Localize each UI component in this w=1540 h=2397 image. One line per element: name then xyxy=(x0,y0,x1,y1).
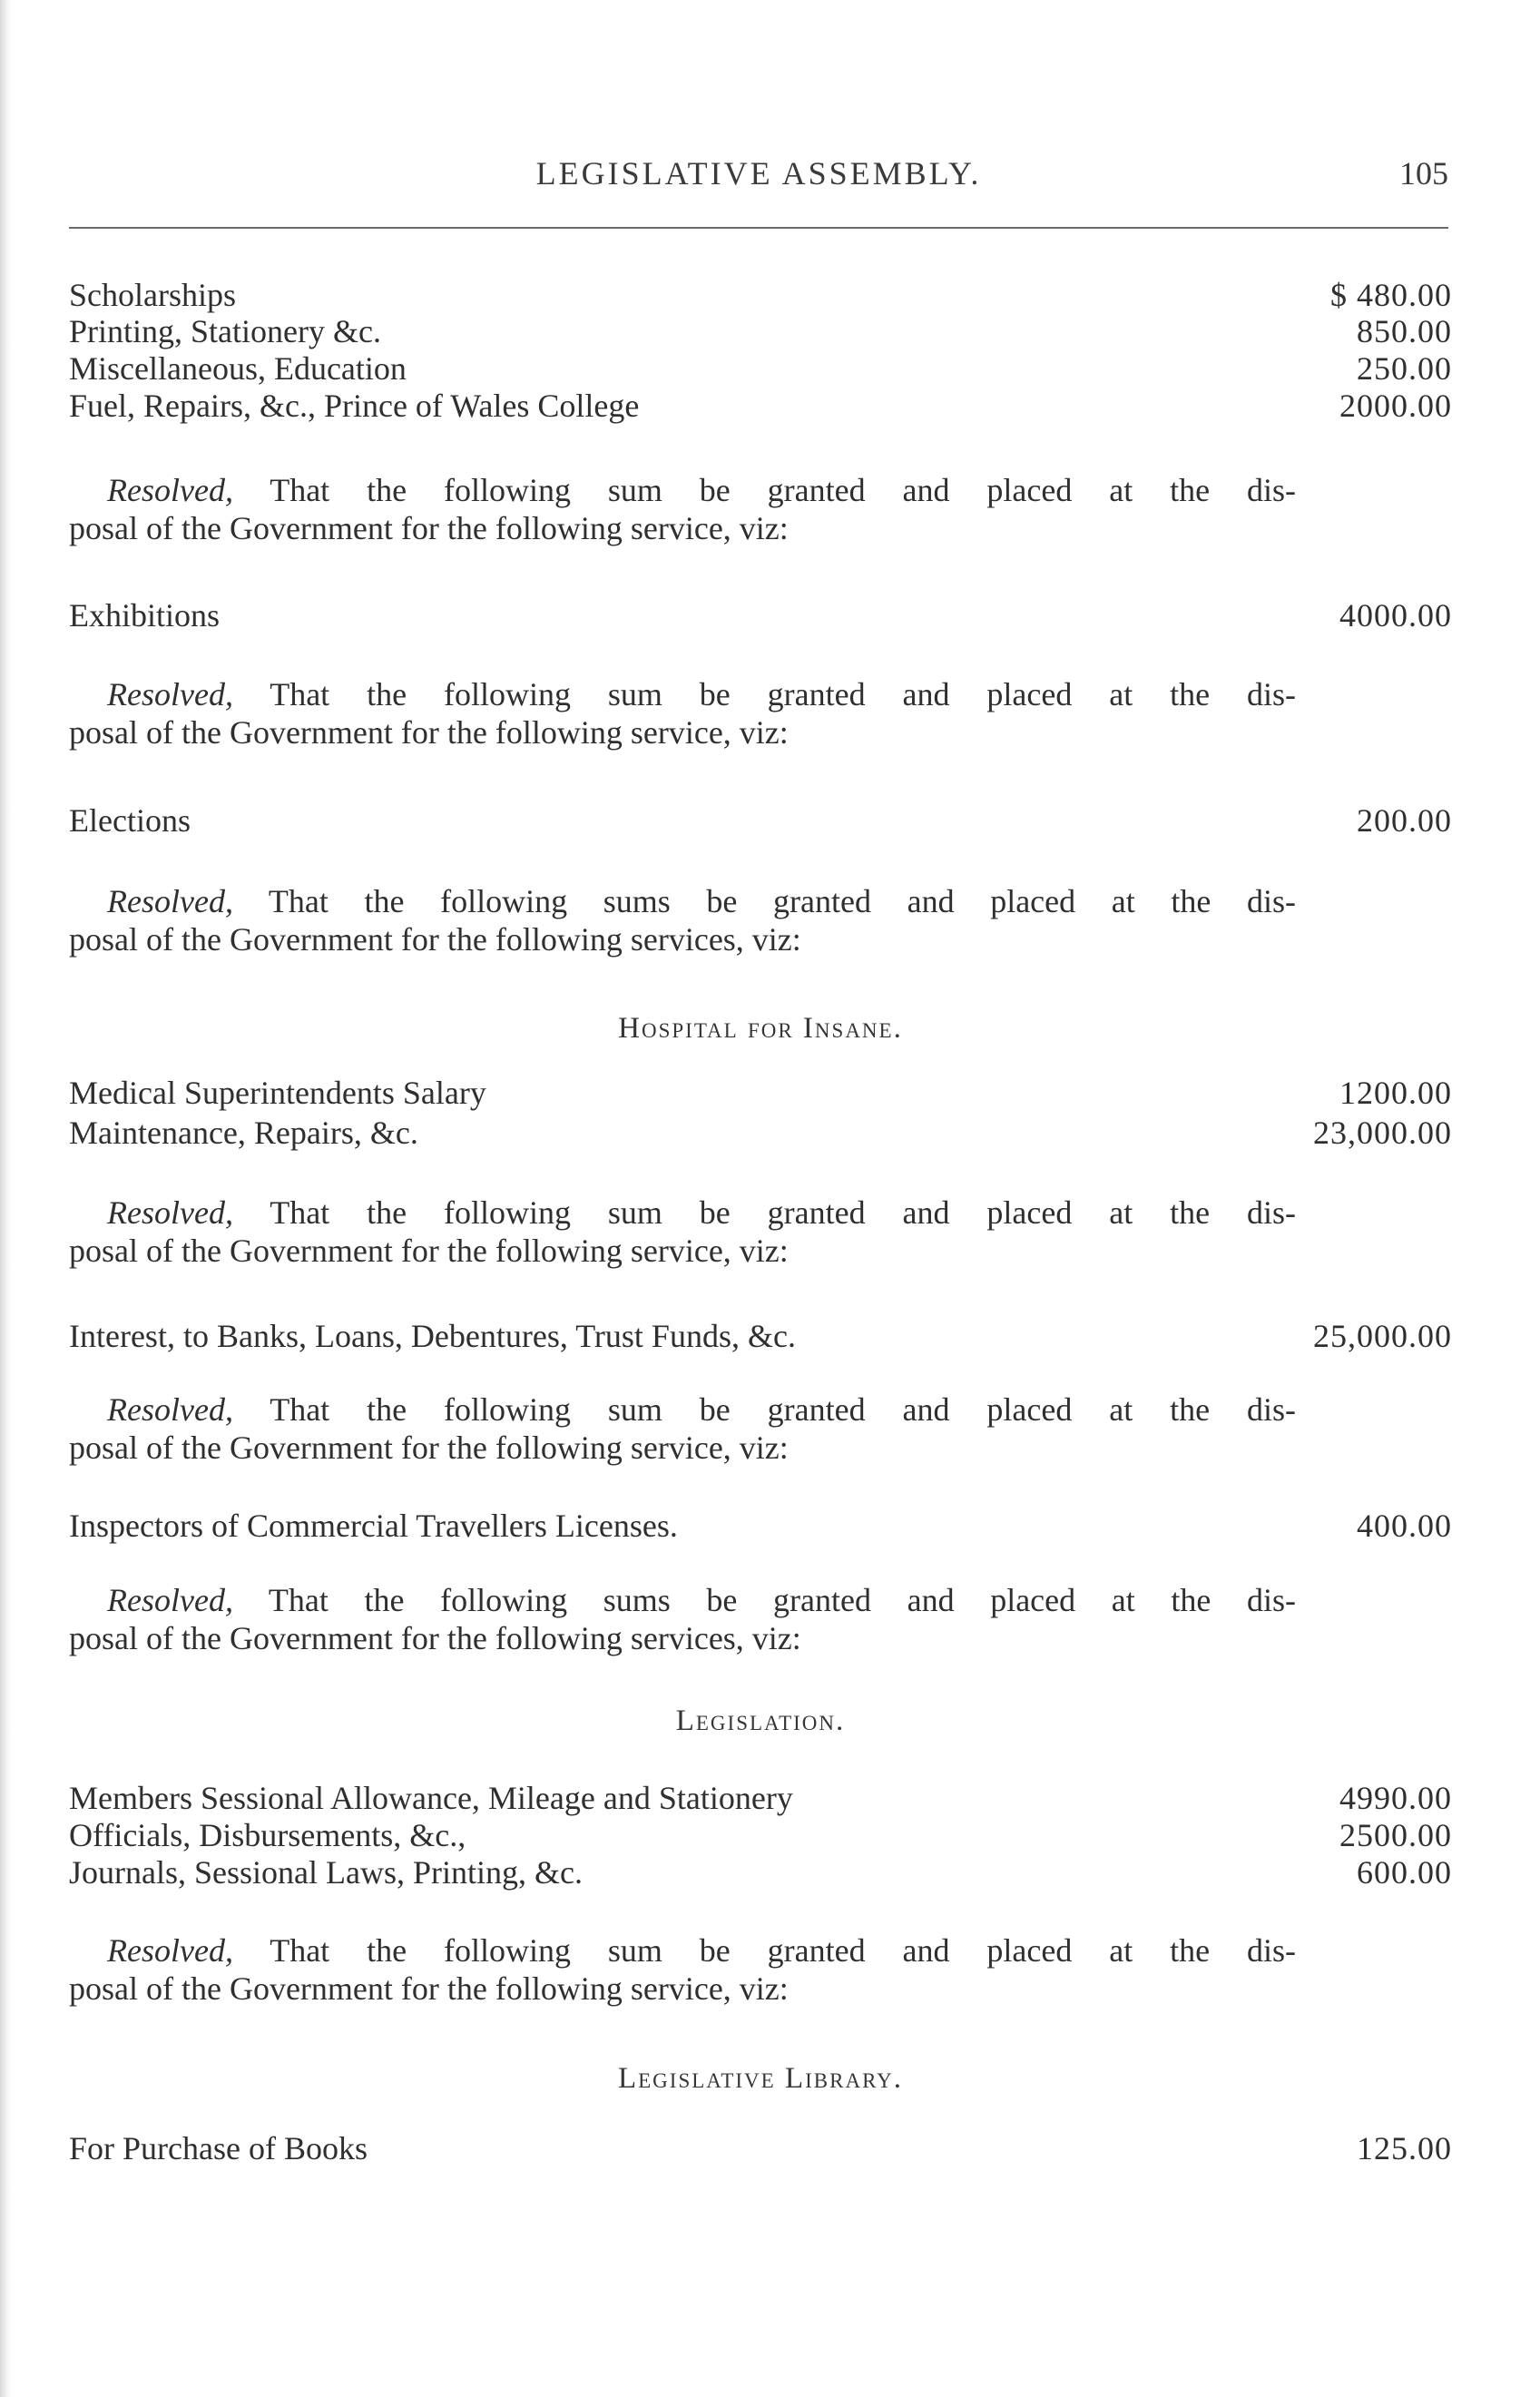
resolution-paragraph xyxy=(69,882,1296,958)
resolution-paragraph xyxy=(69,1931,1296,2008)
item-label: Exhibitions xyxy=(69,597,221,634)
item-label: Members Sessional Allowance, Mileage and Stationery xyxy=(69,1780,793,1816)
item-amount: 2000.00 xyxy=(1339,388,1452,424)
list-item xyxy=(69,2128,1452,2168)
item-label: Elections xyxy=(69,802,191,839)
resolution-line xyxy=(69,675,1296,713)
section-heading: Legislation. xyxy=(675,1704,846,1737)
resolution-paragraph xyxy=(69,1194,1296,1270)
list-item xyxy=(69,1506,1452,1546)
list-item xyxy=(69,801,1452,840)
resolution-line xyxy=(69,1194,1296,1232)
item-label: Inspectors of Commercial Travellers Licenses. xyxy=(69,1508,678,1544)
resolution-line: posal of the Government for the following service, viz: xyxy=(69,1970,789,2007)
item-label: For Purchase of Books xyxy=(69,2130,368,2166)
resolution-line xyxy=(69,1581,1296,1619)
item-amount: 125.00 xyxy=(1357,2130,1452,2166)
list-item xyxy=(69,1073,1452,1113)
resolution-line: posal of the Government for the following service, viz: xyxy=(69,1429,789,1466)
resolution-line: posal of the Government for the following service, viz: xyxy=(69,714,789,751)
section-heading: Hospital for Insane. xyxy=(618,1012,903,1045)
resolution-line xyxy=(69,1390,1296,1429)
resolved-word: Resolved, xyxy=(107,883,233,919)
resolution-text: That the following sum be granted and placed at the dis- xyxy=(270,1932,1296,1969)
resolution-text: That the following sum be granted and placed at the dis- xyxy=(270,1194,1296,1231)
item-amount: 200.00 xyxy=(1357,802,1452,839)
item-amount: 850.00 xyxy=(1357,313,1452,349)
item-amount: 400.00 xyxy=(1357,1508,1452,1544)
list-item xyxy=(69,1815,1452,1855)
running-title: LEGISLATIVE ASSEMBLY. xyxy=(535,155,982,192)
page-edge-shadow xyxy=(0,0,13,2397)
resolved-word: Resolved, xyxy=(107,472,233,508)
section-heading: Legislative Library. xyxy=(617,2062,904,2095)
list-item xyxy=(69,386,1452,426)
item-label: Scholarships xyxy=(69,277,236,313)
item-label: Medical Superintendents Salary xyxy=(69,1075,486,1111)
resolution-text: That the following sum be granted and placed at the dis- xyxy=(270,472,1296,508)
item-amount: 600.00 xyxy=(1357,1854,1452,1891)
resolution-paragraph xyxy=(69,471,1296,547)
item-amount: 1200.00 xyxy=(1339,1075,1452,1111)
item-label: Fuel, Repairs, &c., Prince of Wales College xyxy=(69,388,640,424)
resolved-word: Resolved, xyxy=(107,1932,233,1969)
header-rule xyxy=(69,227,1448,229)
item-amount: $ 480.00 xyxy=(1330,277,1452,313)
resolution-text: That the following sums be granted and placed at the dis- xyxy=(268,883,1296,919)
resolved-word: Resolved, xyxy=(107,1582,233,1618)
list-item xyxy=(69,1778,1452,1818)
resolved-word: Resolved, xyxy=(107,1194,233,1231)
item-label: Printing, Stationery &c. xyxy=(69,313,381,349)
resolved-word: Resolved, xyxy=(107,676,233,712)
page-header xyxy=(69,154,1448,209)
item-amount: 2500.00 xyxy=(1339,1817,1452,1853)
resolution-text: That the following sum be granted and placed at the dis- xyxy=(270,676,1296,712)
item-amount: 250.00 xyxy=(1357,350,1452,387)
resolution-line: posal of the Government for the following services, viz: xyxy=(69,1620,801,1656)
list-item xyxy=(69,275,1452,315)
item-label: Maintenance, Repairs, &c. xyxy=(69,1115,418,1151)
resolution-line: posal of the Government for the following services, viz: xyxy=(69,921,801,958)
page-number: 105 xyxy=(1399,155,1448,192)
item-label: Journals, Sessional Laws, Printing, &c. xyxy=(69,1854,583,1891)
list-item xyxy=(69,1316,1452,1356)
item-amount: 23,000.00 xyxy=(1313,1115,1452,1151)
resolved-word: Resolved, xyxy=(107,1391,233,1428)
list-item xyxy=(69,311,1452,351)
list-item xyxy=(69,1852,1452,1892)
item-amount: 25,000.00 xyxy=(1313,1318,1452,1354)
item-amount: 4000.00 xyxy=(1339,597,1452,634)
resolution-line: posal of the Government for the following service, viz: xyxy=(69,510,789,546)
resolution-paragraph xyxy=(69,1581,1296,1657)
item-amount: 4990.00 xyxy=(1339,1780,1452,1816)
resolution-paragraph xyxy=(69,1390,1296,1467)
list-item xyxy=(69,595,1452,635)
item-label: Miscellaneous, Education xyxy=(69,350,407,387)
list-item xyxy=(69,1113,1452,1153)
resolution-text: That the following sum be granted and placed at the dis- xyxy=(270,1391,1296,1428)
resolution-line xyxy=(69,1931,1296,1970)
item-label: Officials, Disbursements, &c., xyxy=(69,1817,466,1853)
resolution-line: posal of the Government for the following service, viz: xyxy=(69,1233,789,1269)
resolution-line xyxy=(69,471,1296,509)
resolution-paragraph xyxy=(69,675,1296,752)
resolution-line xyxy=(69,882,1296,920)
list-item xyxy=(69,349,1452,388)
resolution-text: That the following sums be granted and placed at the dis- xyxy=(268,1582,1296,1618)
item-label: Interest, to Banks, Loans, Debentures, Trust Funds, &c. xyxy=(69,1318,796,1354)
